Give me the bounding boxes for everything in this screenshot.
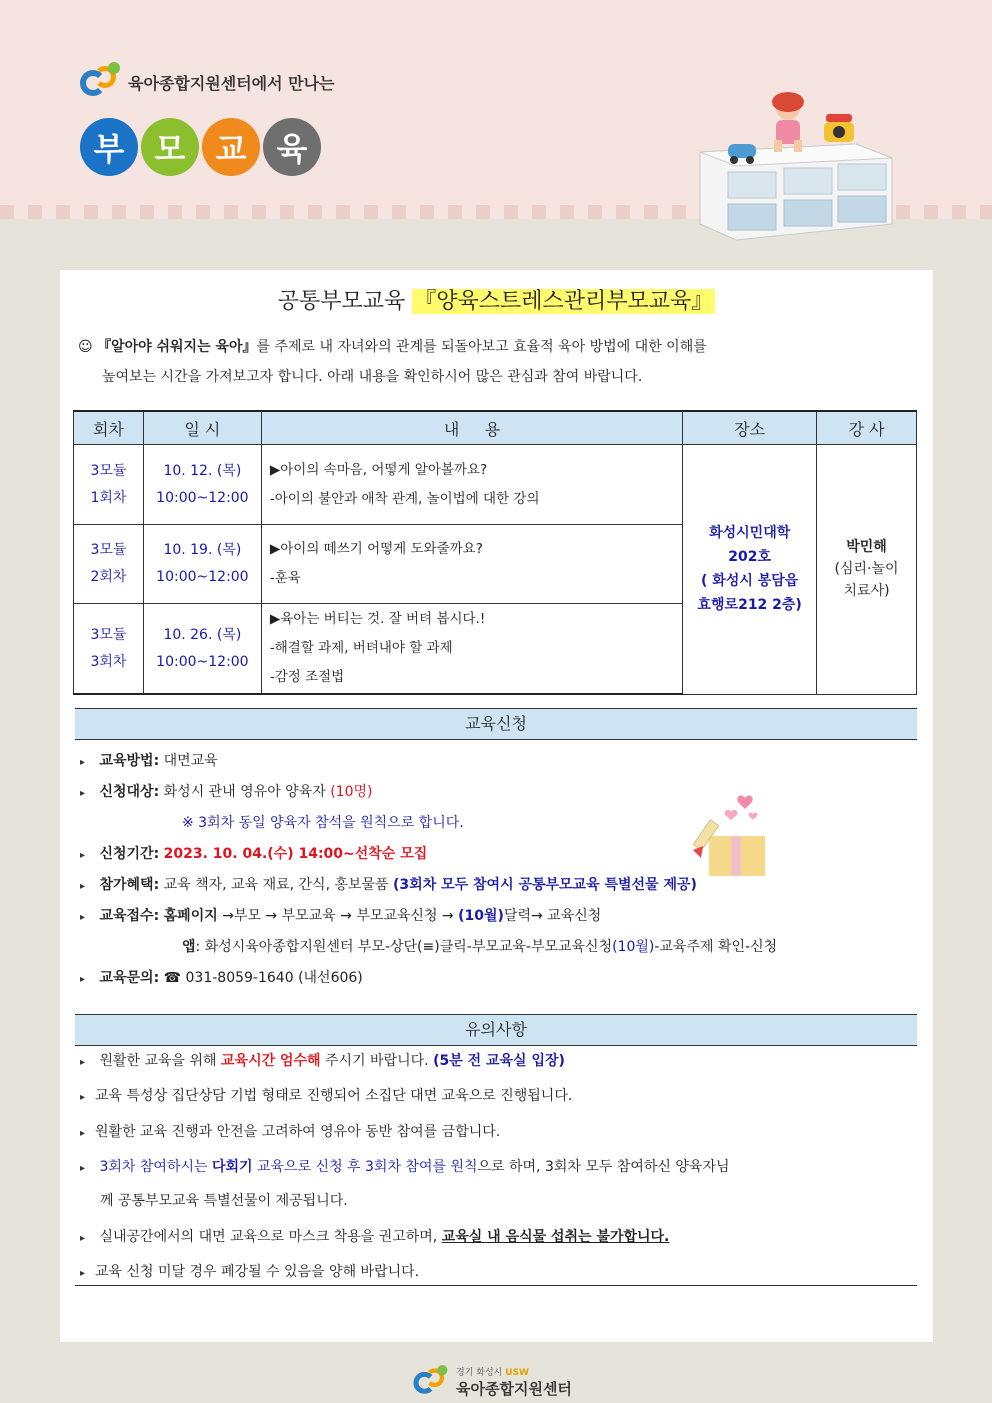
place-cell: 화성시민대학 202호 ( 화성시 봉담읍 효행로212 2층) <box>683 445 817 695</box>
notes-heading: 유의사항 <box>75 1014 917 1046</box>
note-item: ▸ 원활한 교육 진행과 안전을 고려하여 영유아 동반 참여를 금합니다. <box>80 1121 500 1141</box>
intro-line2: 높여보는 시간을 가져보고자 합니다. 아래 내용을 확인하시어 많은 관심과 참여 바랍니다. <box>102 369 643 385</box>
teacher-cell: 박민해 (심리·놀이 치료사) <box>817 445 917 695</box>
note-item: ▸ 교육 특성상 집단상담 기법 형태로 진행되어 소집단 대면 교육으로 진행됩니다. <box>80 1085 572 1105</box>
header-datetime: 일 시 <box>143 411 261 445</box>
header-content: 내 용 <box>261 411 682 445</box>
toy-shelf-illustration <box>696 92 896 242</box>
datetime-cell: 10. 12. (목) 10:00~12:00 <box>143 445 261 525</box>
title-prefix: 공통부모교육 <box>277 289 406 314</box>
intro-theme: 『알아야 쉬워지는 육아』 <box>97 339 257 355</box>
title-char-2: 모 <box>141 118 199 176</box>
page-title <box>80 118 324 176</box>
title-char-4: 육 <box>263 118 321 176</box>
apply-inquiry: ▸ 교육문의: ☎ 031-8059-1640 (내선606) <box>80 967 363 987</box>
title-char-3: 교 <box>202 118 260 176</box>
note-item: ▸ 3회차 참여하시는 다회기 교육으로 신청 후 3회차 참여를 원칙으로 하며, 3회차 모두 참여하신 양육자님 <box>80 1156 730 1176</box>
content-cell: ▶육아는 버티는 것. 잘 버텨 봅시다.! -해결할 과제, 버텨내야 할 과제 -감정 조절법 <box>261 604 682 695</box>
document-title <box>60 284 933 315</box>
apply-target-note: ※ 3회차 동일 양육자 참석을 원칙으로 합니다. <box>182 815 464 831</box>
content-cell: ▶아이의 속마음, 어떻게 알아볼까요? -아이의 불안과 애착 관계, 놀이법에 대한 강의 <box>261 445 682 525</box>
session-cell: 3모듈 3회차 <box>74 604 144 695</box>
content-cell: ▶아이의 떼쓰기 어떻게 도와줄까요? -훈육 <box>261 525 682 604</box>
apply-period: ▸ 신청기간: 2023. 10. 04.(수) 14:00~선착순 모집 <box>80 843 427 863</box>
center-logo <box>80 62 335 102</box>
footer-name: 육아종합지원센터 <box>456 1380 572 1398</box>
document-paper <box>60 270 933 1342</box>
title-highlight: 『양육스트레스관리부모교육』 <box>414 289 714 314</box>
footer-logo <box>410 1362 572 1402</box>
smile-icon: ☺ <box>78 339 93 355</box>
header-place: 장소 <box>683 411 817 445</box>
schedule-table <box>73 410 917 695</box>
note-item: ▸ 원활한 교육을 위해 교육시간 엄수해 주시기 바랍니다. (5분 전 교육실 입장) <box>80 1050 565 1070</box>
apply-heading: 교육신청 <box>75 708 917 740</box>
datetime-cell: 10. 26. (목) 10:00~12:00 <box>143 604 261 695</box>
apply-app: 앱: 화성시육아종합지원센터 부모-상단(≡)클릭-부모교육-부모교육신청(10월)-교육주제 확인-신청 <box>182 939 778 955</box>
gift-box-icon <box>687 790 777 880</box>
apply-target: ▸ 신청대상: 화성시 관내 영유아 양육자 (10명) <box>80 781 372 801</box>
footer-logo-mark-icon <box>413 1365 452 1399</box>
header-teacher: 강 사 <box>817 411 917 445</box>
datetime-cell: 10. 19. (목) 10:00~12:00 <box>143 525 261 604</box>
header-subtitle: 육아종합지원센터에서 만나는 <box>128 73 335 93</box>
table-row <box>74 445 917 525</box>
apply-method: ▸ 교육방법: 대면교육 <box>80 750 218 770</box>
note-item: ▸ 교육 신청 미달 경우 폐강될 수 있음을 양해 바랍니다. <box>80 1261 419 1281</box>
header-session: 회차 <box>74 411 144 445</box>
intro-text <box>78 332 918 392</box>
session-cell: 3모듈 1회차 <box>74 445 144 525</box>
note-item: ▸ 실내공간에서의 대면 교육으로 마스크 착용을 권고하며, 교육실 내 음식물 섭취는 불가합니다. <box>80 1226 669 1246</box>
note-item-cont: 께 공통부모교육 특별선물이 제공됩니다. <box>100 1193 348 1209</box>
session-cell: 3모듈 2회차 <box>74 525 144 604</box>
table-header-row <box>74 411 917 445</box>
apply-benefit: ▸ 참가혜택: 교육 책자, 교육 재료, 간식, 홍보물품 (3회차 모두 참여시 공통부모교육 특별선물 제공) <box>80 874 697 894</box>
footer-city: 경기 화성시 USW <box>456 1368 529 1378</box>
logo-mark-icon <box>80 62 126 102</box>
notes-bottom-rule <box>75 1285 917 1286</box>
title-char-1: 부 <box>80 118 138 176</box>
intro-line1: 를 주제로 내 자녀와의 관계를 되돌아보고 효율적 육아 방법에 대한 이해를 <box>256 339 707 355</box>
apply-reception: ▸ 교육접수: 홈페이지 →부모 → 부모교육 → 부모교육신청 → (10월)달력→ 교육신청 <box>80 905 601 925</box>
